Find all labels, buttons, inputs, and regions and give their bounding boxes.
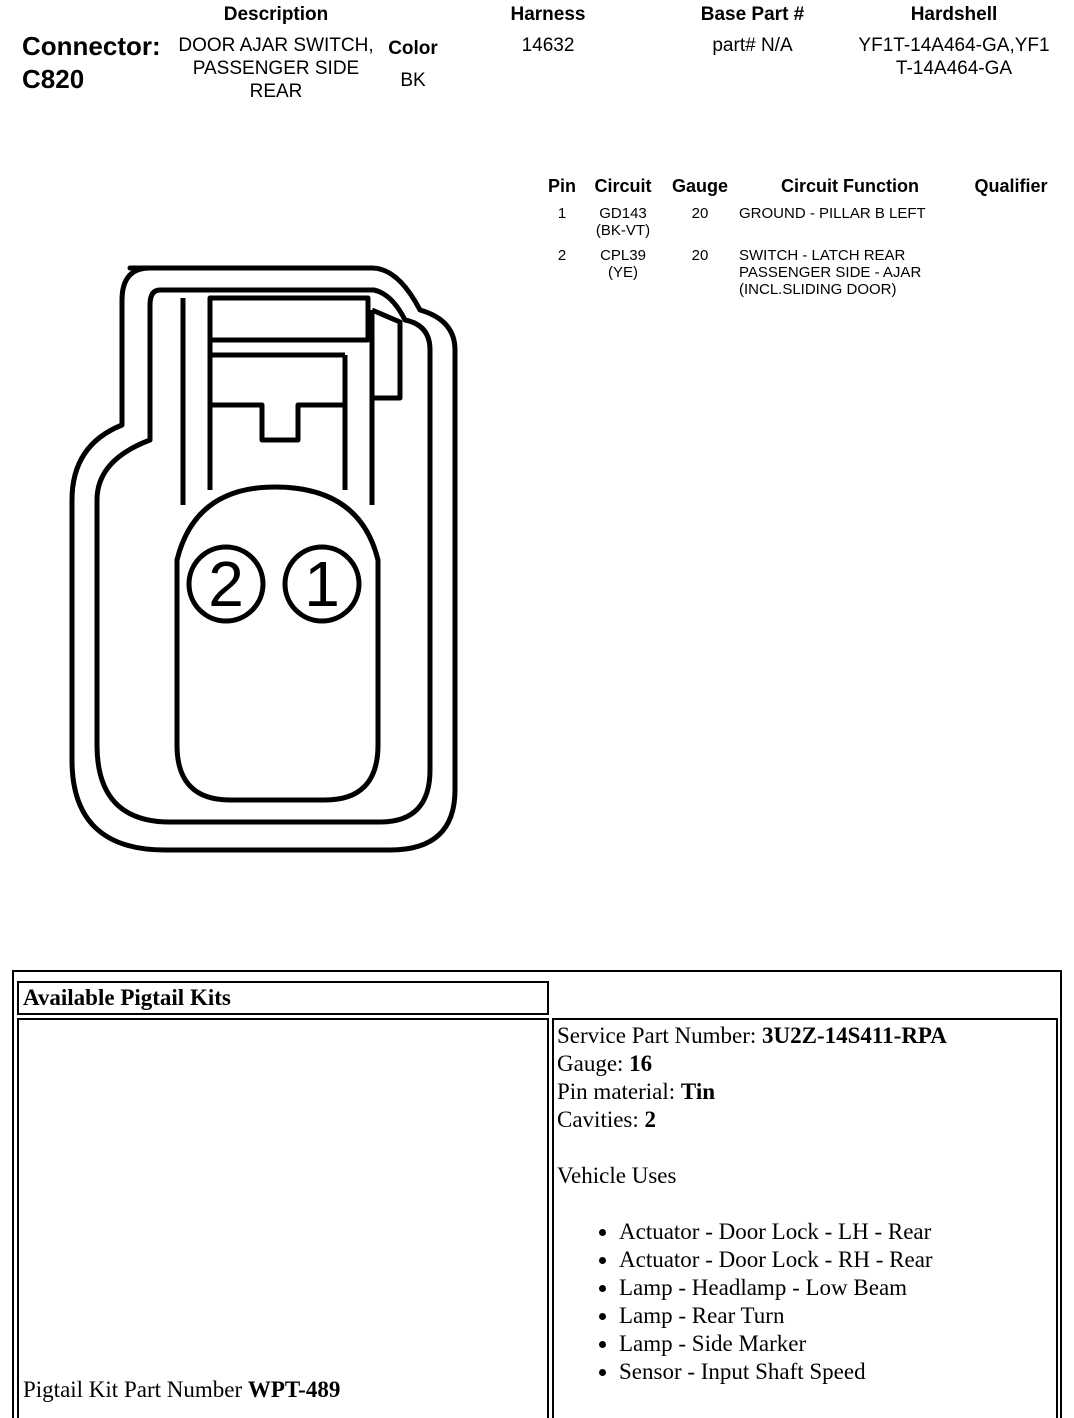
harness-header: Harness: [510, 4, 586, 25]
latch-top-frame: [210, 298, 368, 340]
list-item: • Actuator - Door Lock - RH - Rear: [619, 1246, 1056, 1274]
vehicle-uses-label: Vehicle Uses: [557, 1163, 677, 1188]
kit-part-label: Pigtail Kit Part Number: [23, 1377, 243, 1402]
row2-circuit: CPL39: [600, 247, 646, 264]
cavity-body: [177, 487, 378, 800]
row2-circuit-color: (YE): [608, 264, 638, 281]
latch-block: [210, 340, 345, 490]
row2-pin: 2: [557, 247, 567, 264]
pigtail-details-cell: [552, 1018, 1058, 1418]
cavities-label: Cavities:: [557, 1107, 639, 1132]
qualifier-col-header: Qualifier: [974, 176, 1048, 196]
harness-value: 14632: [521, 35, 575, 56]
cavities-value: 2: [644, 1107, 657, 1132]
service-part-line: [557, 1022, 1056, 1050]
list-item: • Actuator - Door Lock - LH - Rear: [619, 1218, 1056, 1246]
pigtail-title-cell: [17, 981, 549, 1015]
color-value: BK: [400, 70, 426, 91]
row1-function: GROUND - PILLAR B LEFT: [739, 205, 926, 222]
pin-material-value: Tin: [680, 1079, 716, 1104]
pin-1-label: 1: [304, 548, 340, 620]
row1-gauge: 20: [691, 205, 709, 222]
list-item: • Lamp - Headlamp - Low Beam: [619, 1274, 1056, 1302]
pin-material-line: [557, 1078, 1056, 1106]
list-item: • Sensor - Input Shaft Speed: [619, 1358, 1056, 1386]
row1-pin: 1: [557, 205, 567, 222]
pigtail-title: Available Pigtail Kits: [23, 985, 231, 1010]
hardshell-header: Hardshell: [910, 4, 998, 25]
gauge-label: Gauge:: [557, 1051, 624, 1076]
gauge-line: [557, 1050, 1056, 1078]
vehicle-uses-list: [557, 1218, 1056, 1386]
color-header: Color: [388, 38, 438, 59]
service-part-value: 3U2Z-14S411-RPA: [762, 1023, 947, 1048]
kit-part-value: WPT-489: [247, 1377, 341, 1402]
pin-col-header: Pin: [547, 176, 576, 196]
service-part-label: Service Part Number:: [557, 1023, 757, 1048]
gauge-value: 16: [629, 1051, 653, 1076]
pin-2-label: 2: [208, 548, 244, 620]
base-part-header: Base Part #: [700, 4, 805, 25]
description-value: DOOR AJAR SWITCH, PASSENGER SIDE REAR: [178, 35, 374, 102]
function-col-header: Circuit Function: [781, 176, 919, 196]
base-part-value: part# N/A: [712, 35, 793, 56]
row1-circuit: GD143: [599, 205, 647, 222]
pigtail-kit-part: [23, 1376, 340, 1404]
cavities-line: [557, 1106, 1056, 1134]
circuit-col-header: Circuit: [594, 176, 652, 196]
row2-gauge: 20: [691, 247, 709, 264]
connector-label-text: Connector:: [22, 31, 161, 61]
connector-id: C820: [22, 64, 85, 94]
pin-material-label: Pin material:: [557, 1079, 676, 1104]
description-header: Description: [223, 4, 329, 25]
hardshell-value: YF1T-14A464-GA,YF1T-14A464-GA: [858, 35, 1050, 79]
list-item: • Lamp - Side Marker: [619, 1330, 1056, 1358]
row2-function: SWITCH - LATCH REAR PASSENGER SIDE - AJAR (INCL.SLIDING DOOR): [739, 247, 922, 298]
connector-face-diagram: [0, 0, 540, 900]
row1-circuit-color: (BK-VT): [595, 222, 651, 239]
gauge-col-header: Gauge: [671, 176, 728, 196]
pigtail-image-cell: [17, 1018, 549, 1418]
list-item: • Lamp - Rear Turn: [619, 1302, 1056, 1330]
